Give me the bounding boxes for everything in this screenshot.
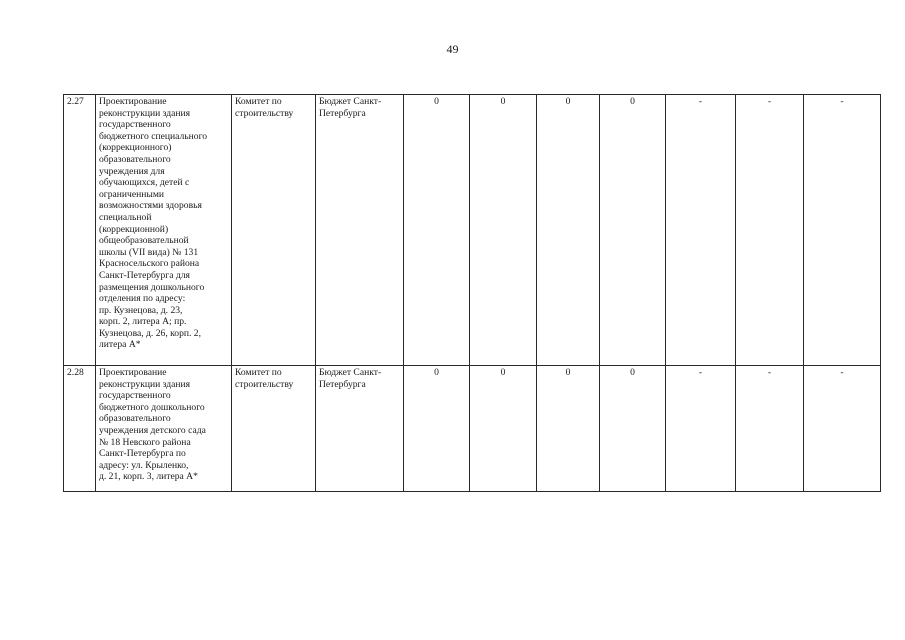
value-cell-4: 0 <box>600 95 666 366</box>
funding-source-cell <box>316 95 404 366</box>
value-cell-4: 0 <box>600 366 666 492</box>
row-number: 2.27 <box>64 95 96 366</box>
page-number: 49 <box>446 42 459 56</box>
dash-cell-3: - <box>804 95 881 366</box>
row-number: 2.28 <box>64 366 96 492</box>
program-table <box>63 94 881 492</box>
table-row <box>64 366 881 492</box>
executor: Комитет по строительству <box>235 367 294 390</box>
dash-cell-2: - <box>736 366 804 492</box>
executor: Комитет по строительству <box>235 96 294 119</box>
measure-name-cell <box>96 95 232 366</box>
funding-source: Бюджет Санкт- Петербурга <box>319 96 382 119</box>
measure-name: Проектирование реконструкции здания государственного бюджетного дошкольного образовательного учреждения детского сада № 18 Невского района Санкт-Петербурга по адресу: ул. Крыленко, д. 21, корп. 3, литера А* <box>99 367 206 483</box>
value-cell-3: 0 <box>537 95 600 366</box>
funding-source: Бюджет Санкт- Петербурга <box>319 367 382 390</box>
value-cell-2: 0 <box>470 95 537 366</box>
value-cell-1: 0 <box>404 95 470 366</box>
funding-source-cell <box>316 366 404 492</box>
dash-cell-1: - <box>666 366 736 492</box>
executor-cell <box>232 366 316 492</box>
measure-name: Проектирование реконструкции здания государственного бюджетного специального (коррекционного) образовательного учреждения для обучающихся, детей с ограниченными возможностями здоровья специальной (коррекционной) общеобразовательной школы (VII вида) № 131 Красносельского района Санкт-Петербурга для размещения дошкольного отделения по адресу: пр. Кузнецова, д. 23, корп. 2, литера А; пр. Кузнецова, д. 26, корп. 2, литера А* <box>99 96 208 351</box>
value-cell-1: 0 <box>404 366 470 492</box>
value-cell-2: 0 <box>470 366 537 492</box>
measure-name-cell <box>96 366 232 492</box>
value-cell-3: 0 <box>537 366 600 492</box>
dash-cell-2: - <box>736 95 804 366</box>
executor-cell <box>232 95 316 366</box>
dash-cell-1: - <box>666 95 736 366</box>
dash-cell-3: - <box>804 366 881 492</box>
table-row <box>64 95 881 366</box>
